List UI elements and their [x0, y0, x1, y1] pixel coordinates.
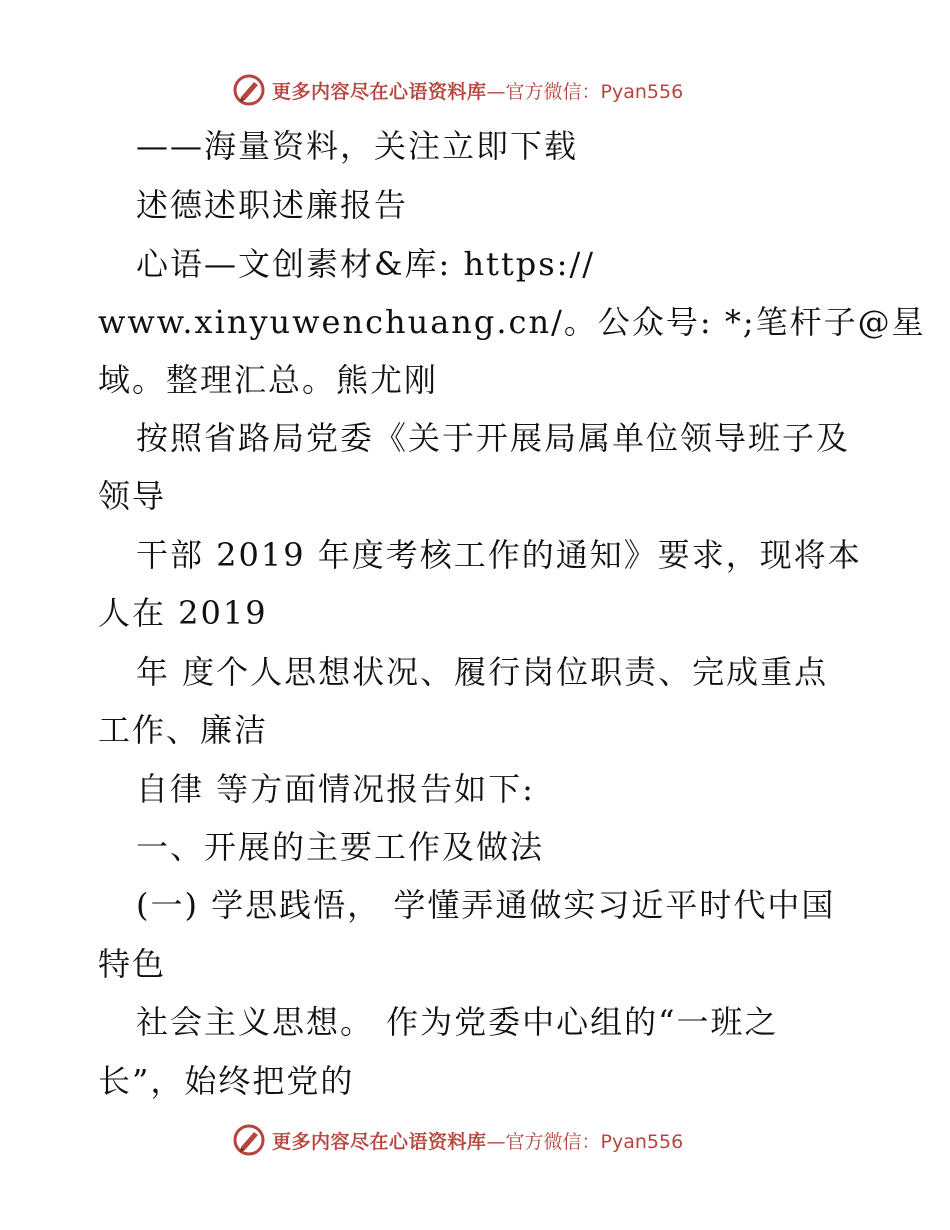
- body-line: 年 度个人思想状况、履行岗位职责、完成重点: [136, 653, 829, 691]
- section-heading: 一、开展的主要工作及做法: [136, 828, 545, 866]
- body-line: www.xinyuwenchuang.cn/。公众号: *;笔杆子@星: [98, 303, 926, 341]
- footer-banner-contact: —官方微信：Pyan556: [486, 1130, 684, 1153]
- subsection-heading: (一) 学思践悟， 学懂弄通做实习近平时代中国: [136, 886, 836, 924]
- body-line: ——海量资料，关注立即下载: [136, 127, 579, 165]
- header-banner-contact: —官方微信：Pyan556: [486, 80, 684, 103]
- body-line: 干部 2019 年度考核工作的通知》要求，现将本: [136, 536, 862, 574]
- header-banner: [232, 70, 683, 110]
- body-line: 域。整理汇总。熊尤刚: [98, 361, 439, 399]
- body-line: 社会主义思想。 作为党委中心组的“一班之: [136, 1003, 779, 1041]
- body-line: 领导: [98, 477, 167, 515]
- pen-logo-icon: [232, 1123, 266, 1157]
- body-line: 人在 2019: [98, 594, 268, 632]
- header-banner-text: 更多内容尽在心语资料库: [272, 80, 487, 103]
- footer-banner: [232, 1120, 683, 1160]
- pen-logo-icon: [232, 73, 266, 107]
- body-line: 特色: [98, 945, 167, 983]
- body-line: 工作、廉洁: [98, 711, 269, 749]
- body-line: 自律 等方面情况报告如下:: [136, 770, 535, 808]
- body-line: 心语—文创素材&库: https://: [136, 245, 596, 283]
- body-line: 按照省路局党委《关于开展局属单位领导班子及: [136, 419, 851, 457]
- body-line: 长”，始终把党的: [98, 1062, 355, 1100]
- body-line: 述德述职述廉报告: [136, 186, 409, 224]
- footer-banner-text: 更多内容尽在心语资料库: [272, 1130, 487, 1153]
